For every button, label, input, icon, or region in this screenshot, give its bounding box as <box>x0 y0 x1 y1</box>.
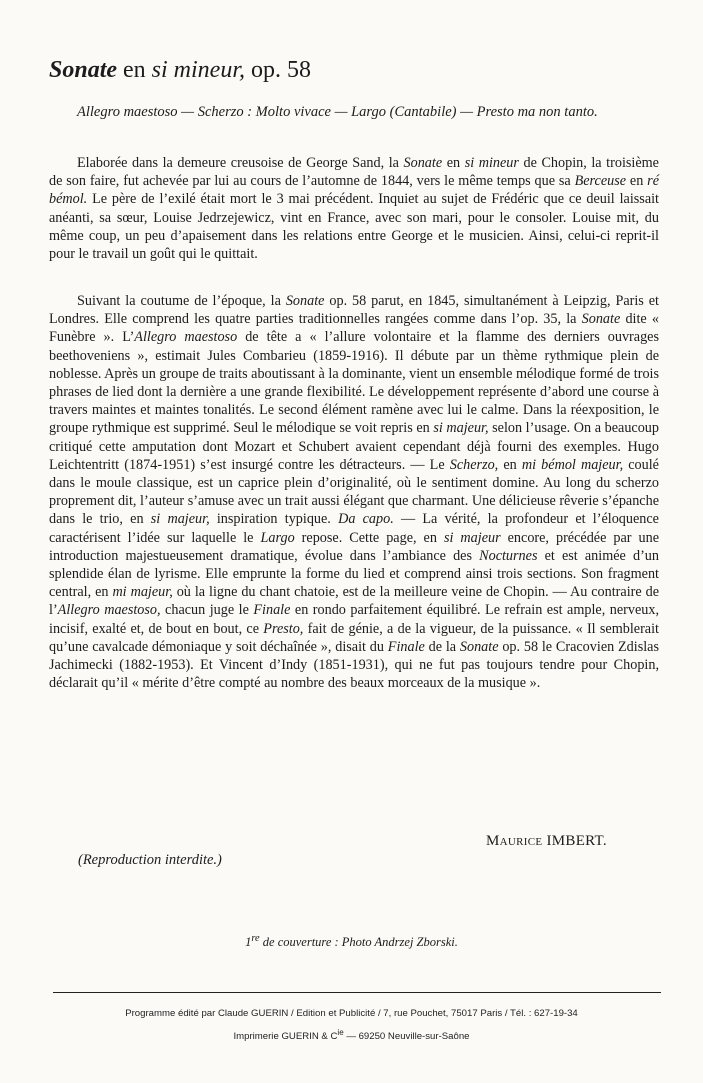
paragraph-2-run-5: Allegro maestoso <box>134 329 238 346</box>
title-key: si mineur, <box>151 57 246 83</box>
page-title <box>49 56 311 84</box>
footer-publisher: Programme édité par Claude GUERIN / Edition et Publicité / 7, rue Pouchet, 75017 Paris / Tél. : 627-19-34 <box>125 1008 578 1019</box>
paragraph-2-run-28: en rondo parfaitement équilibré. Le refrain est ample, nerveux, incisif, exalté et, de bout en bout, ce <box>49 602 659 637</box>
paragraph-2-run-8: selon l’usage. On a beaucoup critiqué cette amputation dont Mozart et Schubert avaient cependant déjà fourni des exemples. Hugo Leichtentritt (1874-1951) s’est insurgé contre les détracteurs. — Le <box>49 420 659 473</box>
title-opus: op. 58 <box>251 57 312 83</box>
cover-credit <box>0 933 703 950</box>
paragraph-1 <box>49 154 659 263</box>
paragraph-2-run-20: encore, précédée par une introduction majestueusement dramatique, évolue dans l’ambiance des <box>49 529 660 564</box>
paragraph-2-run-22: et est animée d’un splendide élan de lyrisme. Elle emprunte la forme du lied et comprend ainsi trois sections. Son fragment central, en <box>49 547 659 601</box>
paragraph-2-run-30: fait de génie, a de la vigueur, de la puissance. « Il semblerait qu’une cavalcade démoniaque y soit déchaînée », disait du <box>49 620 659 655</box>
paragraph-2-run-26: chacun juge le <box>160 602 254 619</box>
paragraph-2-run-1: Sonate <box>285 293 325 309</box>
paragraph-2-run-11: mi bémol majeur, <box>521 456 624 473</box>
paragraph-2-run-24: où la ligne du chant chatoie, est de la meilleure veine de Chopin. — Au contraire de l’ <box>49 584 660 619</box>
footer-printer-sup: ie <box>337 1028 344 1037</box>
paragraph-2-run-21: Nocturnes <box>479 547 538 564</box>
paragraph-2-run-0: Suivant la coutume de l’époque, la <box>77 293 286 309</box>
paragraph-2-run-9: Scherzo, <box>449 456 499 473</box>
title-en: en <box>123 57 146 83</box>
author-last-name: IMBERT. <box>546 833 607 849</box>
paragraph-2-run-34: op. 58 le Cracovien Zdislas Jachimecki (1882-1953). Et Vincent d’Indy (1851-1931), qui ne fut pas toujours tendre pour Chopin, déclarait qu’il « mérite d’être compté au nombre des beaux morceaux de la musique ». <box>49 638 659 692</box>
cover-credit-text: de couverture : Photo Andrzej Zborski. <box>259 935 458 950</box>
movements-list: Allegro maestoso — Scherzo : Molto vivace — Largo (Cantabile) — Presto ma non tanto. <box>77 104 598 120</box>
paragraph-1-run-0: Elaborée dans la demeure creusoise de George Sand, la <box>77 155 404 171</box>
paragraph-2-run-2: op. 58 parut, en 1845, simultanément à Leipzig, Paris et Londres. Elle comprend les quatre parties traditionnelles rangées comme dans l’op. 35, la <box>49 293 659 328</box>
cover-credit-number: 1 <box>245 935 252 950</box>
paragraph-2-run-7: si majeur, <box>433 420 489 437</box>
paragraph-2 <box>49 292 659 692</box>
paragraph-1-run-1: Sonate <box>403 155 443 171</box>
paragraph-2-run-31: Finale <box>387 638 425 655</box>
paragraph-1-run-4: de Chopin, la troisième de son faire, fut achevée par lui au cours de l’automne de 1844, vers le même temps que sa <box>49 155 659 190</box>
paragraph-2-run-27: Finale <box>253 602 291 619</box>
paragraph-2-run-6: de tête a « l’allure volontaire et la flamme des derniers ouvrages beethoveniens », estimait Jules Combarieu (1859-1916). Il débute par un thème rythmique plein de noblesse. Après un groupe de traits aboutissant à la dominante, vient un ensemble mélodique formé de trois phrases de lied dont la dernière a une grande flexibilité. Le développement représente d’abord une course à travers maintes et maintes tonalités. Le second élément ramène avec lui le calme. Dans la réexposition, le groupe rythmique est supprimé. Seul le mélodique se voit repris en <box>49 329 659 437</box>
paragraph-2-run-12: coulé dans le moule classique, est un caprice plein d’originalité, où le sentiment domine. Au long du scherzo proprement dit, l’auteur s’amuse avec un trait aussi élégant que charmant. Une délicieuse rêverie s’épanche dans le trio, en <box>49 456 659 528</box>
author-first-name: Maurice <box>486 833 543 849</box>
paragraph-2-run-18: repose. Cette page, en <box>294 529 444 546</box>
paragraph-2-run-23: mi majeur, <box>112 584 173 601</box>
paragraph-2-run-15: Da capo. <box>338 511 394 528</box>
paragraph-1-run-5: Berceuse <box>574 173 627 190</box>
paragraph-2-run-16: — La vérité, la profondeur et l’éloquence caractérisent l’idée sur laquelle le <box>49 511 659 546</box>
paragraph-2-run-32: de la <box>424 638 460 655</box>
cover-credit-sup: re <box>251 933 260 944</box>
paragraph-1-run-7: ré bémol. <box>49 173 659 208</box>
paragraph-1-run-8: Le père de l’exilé était mort le 3 mai précédent. Inquiet au sujet de Frédéric que ce deuil laissait anéanti, sa sœur, Louise Jedrzejewicz, vint en France, avec son mari, pour le consoler. Louise mit, du même coup, un peu d’apaisement dans les relations entre George et le musicien. Ainsi, celui-ci reprit-il pour le travail un goût qui le quittait. <box>49 191 659 263</box>
footer-printer-prefix: Imprimerie GUERIN & C <box>233 1031 338 1043</box>
title-work: Sonate <box>49 57 118 83</box>
author-signature <box>486 833 607 850</box>
footer-divider <box>53 992 661 993</box>
paragraph-2-run-3: Sonate <box>581 311 621 328</box>
paragraph-1-run-6: en <box>626 173 648 190</box>
footer-printer <box>0 1028 703 1042</box>
paragraph-1-run-2: en <box>442 155 465 171</box>
paragraph-2-run-10: en <box>498 456 522 473</box>
paragraph-2-run-14: inspiration typique. <box>209 511 339 528</box>
paragraph-2-run-13: si majeur, <box>150 511 210 528</box>
paragraph-1-run-3: si mineur <box>464 155 519 171</box>
paragraph-2-run-4: dite « Funèbre ». L’ <box>49 311 659 346</box>
paragraph-2-run-29: Presto, <box>263 620 304 637</box>
reproduction-notice: (Reproduction interdite.) <box>78 852 222 868</box>
paragraph-2-run-19: si majeur <box>443 529 501 546</box>
paragraph-2-run-25: Allegro maestoso, <box>57 602 161 619</box>
paragraph-2-run-33: Sonate <box>459 638 499 655</box>
paragraph-2-run-17: Largo <box>260 529 295 546</box>
footer-printer-suffix: — 69250 Neuville-sur-Saône <box>343 1031 470 1043</box>
